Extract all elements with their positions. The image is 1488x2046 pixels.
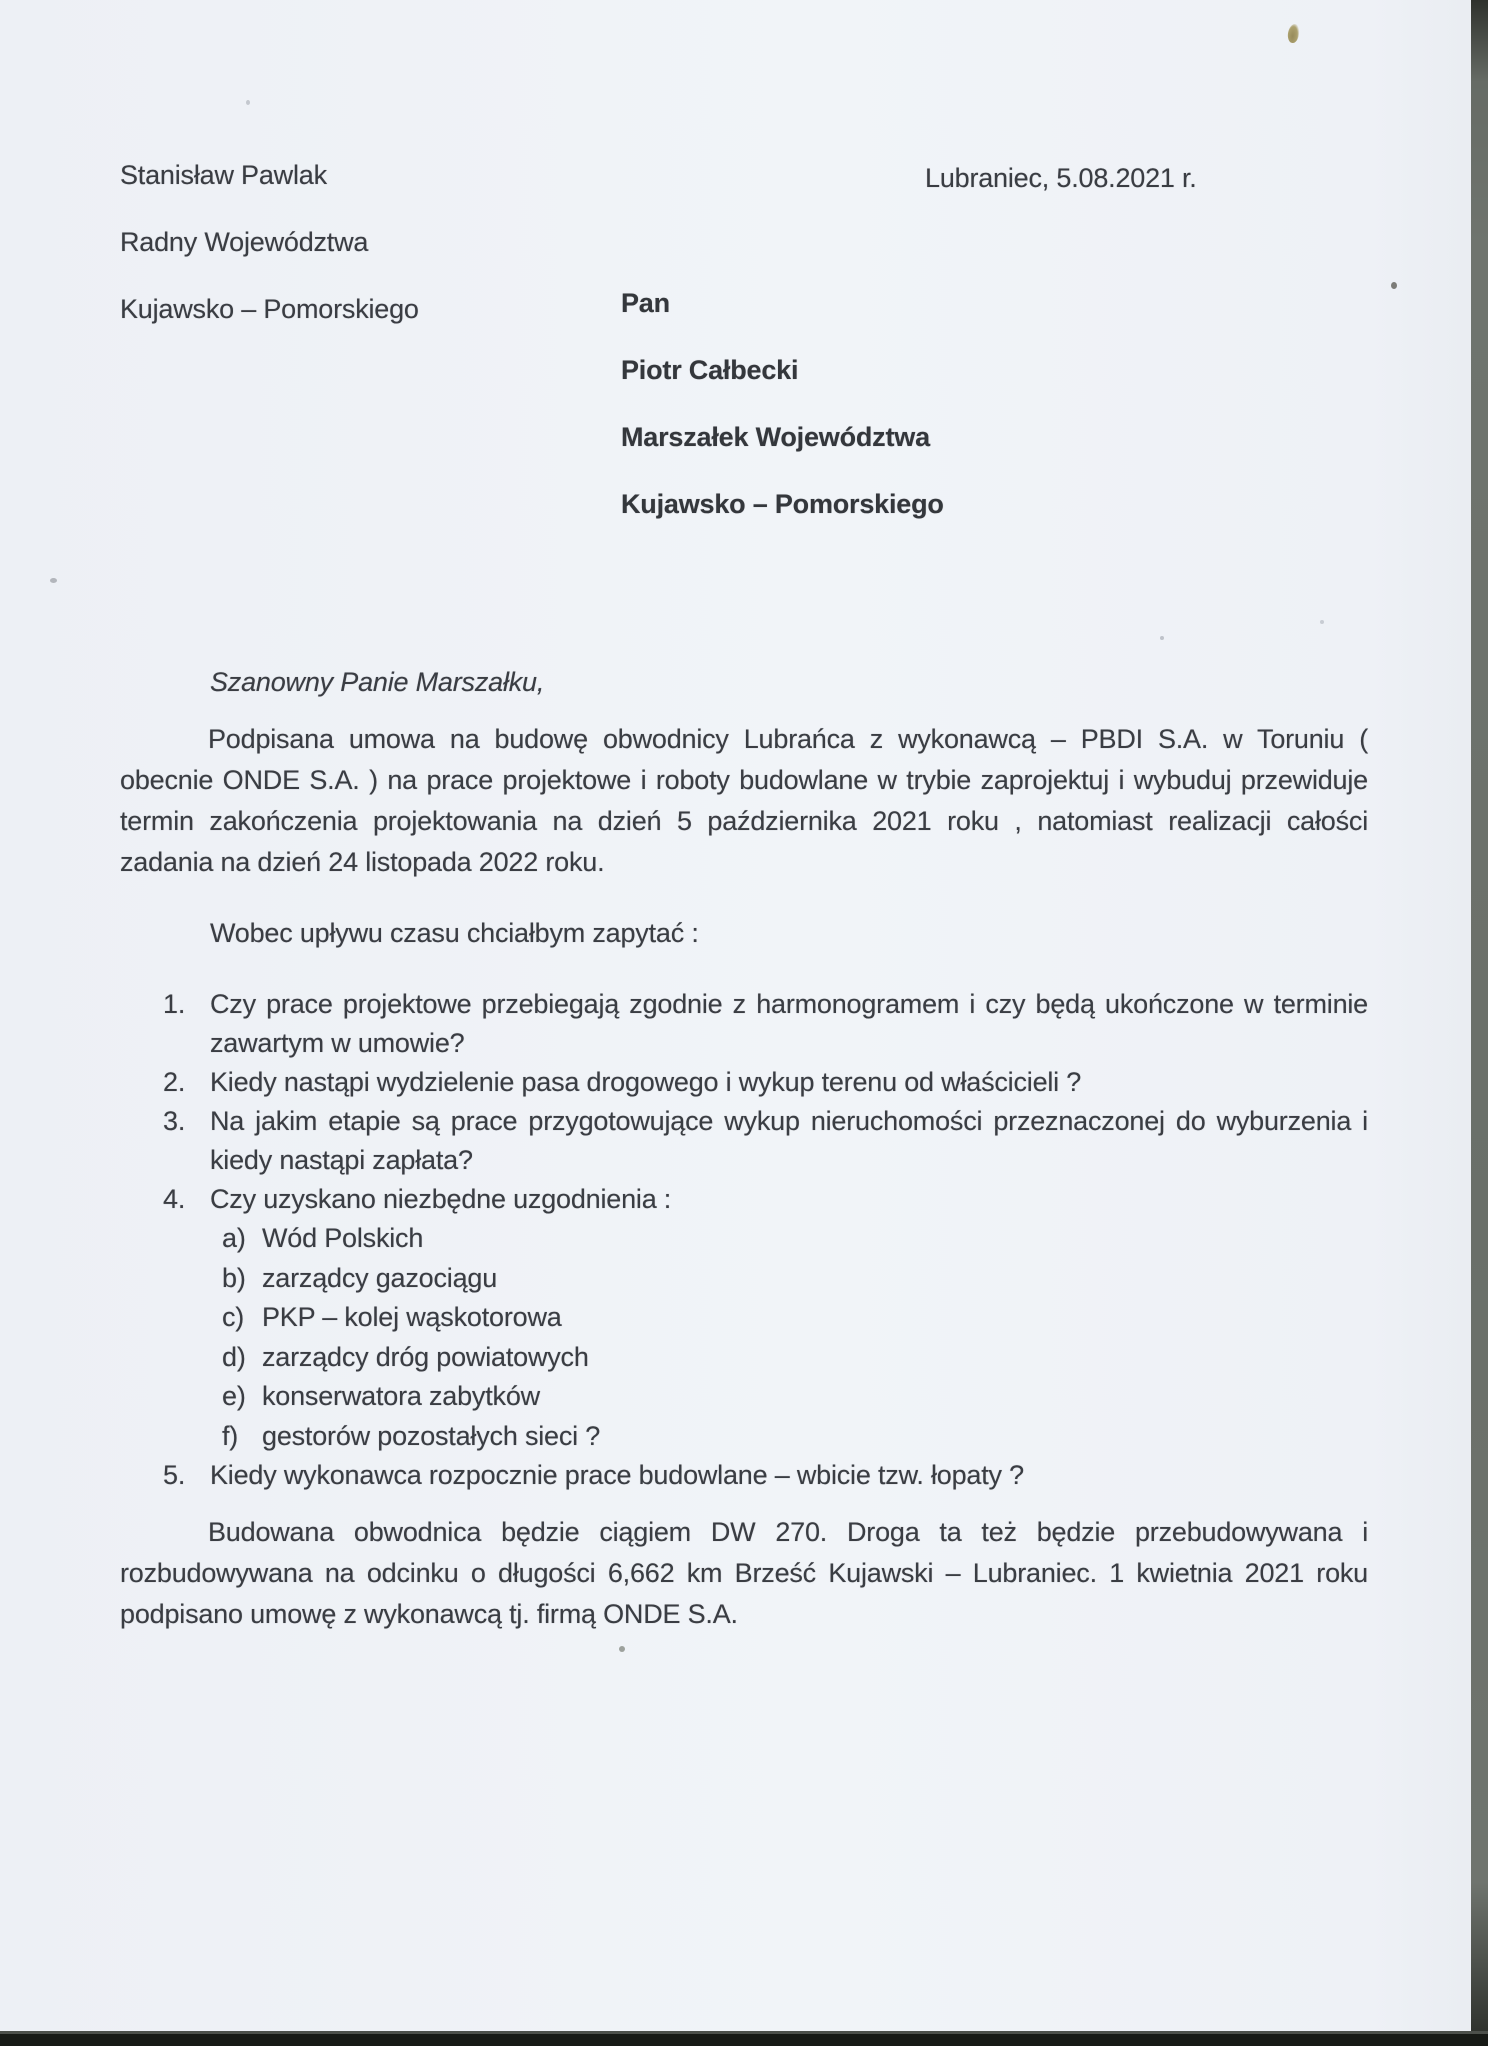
sender-role-line1: Radny Województwa	[120, 227, 369, 257]
question-text: Kiedy wykonawca rozpocznie prace budowlane – wbicie tzw. łopaty ?	[210, 1460, 1024, 1490]
scan-speck	[50, 578, 57, 583]
question-item-4	[163, 1180, 1368, 1456]
agreement-item-f	[222, 1417, 1368, 1457]
paragraph-contract-info: Podpisana umowa na budowę obwodnicy Lubrańca z wykonawcą – PBDI S.A. w Toruniu ( obecnie ONDE S.A. ) na prace projektowe i roboty budowlane w trybie zaprojektuj i wybuduj przewiduje termin zakończenia projektowania na dzień 5 października 2021 roku , natomiast realizacji całości zadania na dzień 24 listopada 2022 roku.	[120, 724, 1368, 877]
agreement-text: zarządcy gazociągu	[262, 1262, 498, 1293]
agreement-letter: e)	[222, 1381, 246, 1411]
agreement-letter: a)	[222, 1223, 246, 1253]
question-text: Czy prace projektowe przebiegają zgodnie z harmonogramem i czy będą ukończone w terminie zawartym w umowie?	[210, 989, 1368, 1058]
question-item-3	[163, 1102, 1368, 1180]
paragraph-road-info: Budowana obwodnica będzie ciągiem DW 270. Droga ta też będzie przebudowywana i rozbudowywana na odcinku o długości 6,662 km Brześć Kujawski – Lubraniec. 1 kwietnia 2021 roku podpisano umowę z wykonawcą tj. firmą ONDE S.A.	[120, 1517, 1368, 1629]
agreement-text: PKP – kolej wąskotorowa	[262, 1302, 562, 1332]
agreement-letter: d)	[222, 1341, 246, 1372]
recipient-honorific: Pan	[621, 288, 670, 318]
agreements-sublist	[210, 1219, 1368, 1456]
agreement-item-b	[222, 1259, 1368, 1299]
question-number: 2.	[163, 1067, 186, 1097]
agreement-item-d	[222, 1338, 1368, 1378]
scan-right-edge	[1471, 0, 1488, 2046]
agreement-item-a	[222, 1219, 1368, 1259]
scan-ink-smudge	[1287, 23, 1301, 43]
question-text: Czy uzyskano niezbędne uzgodnienia :	[210, 1184, 672, 1214]
scan-speck	[1160, 636, 1164, 640]
sender-block	[120, 160, 419, 361]
greeting: Szanowny Panie Marszałku,	[210, 667, 545, 697]
agreement-text: Wód Polskich	[262, 1223, 424, 1253]
agreement-text: gestorów pozostałych sieci ?	[262, 1420, 601, 1451]
agreement-letter: b)	[222, 1262, 246, 1293]
agreement-letter: c)	[222, 1302, 245, 1332]
question-number: 3.	[163, 1106, 186, 1136]
agreement-item-e	[222, 1377, 1368, 1417]
question-text: Na jakim etapie są prace przygotowujące wykup nieruchomości przeznaczonej do wyburzenia i kiedy nastąpi zapłata?	[210, 1106, 1368, 1175]
scan-speck	[619, 1646, 625, 1652]
place-and-date: Lubraniec, 5.08.2021 r.	[925, 163, 1197, 193]
question-item-2	[163, 1063, 1368, 1102]
questions-intro: Wobec upływu czasu chciałbym zapytać :	[210, 918, 699, 948]
question-item-5	[163, 1456, 1368, 1495]
question-number: 5.	[163, 1460, 186, 1490]
recipient-role-line2: Kujawsko – Pomorskiego	[621, 489, 944, 519]
question-item-1	[163, 985, 1368, 1063]
recipient-name: Piotr Całbecki	[621, 355, 799, 385]
scan-speck	[246, 100, 250, 105]
question-number: 1.	[163, 989, 186, 1019]
recipient-role-line1: Marszałek Województwa	[621, 422, 930, 452]
scan-speck	[1320, 620, 1324, 624]
recipient-block	[621, 288, 944, 556]
scan-speck	[1391, 282, 1397, 289]
agreement-item-c	[222, 1298, 1368, 1338]
agreement-text: konserwatora zabytków	[262, 1381, 540, 1411]
agreement-text: zarządcy dróg powiatowych	[262, 1341, 589, 1372]
sender-name: Stanisław Pawlak	[120, 160, 327, 190]
questions-list	[120, 985, 1368, 1495]
question-text: Kiedy nastąpi wydzielenie pasa drogowego i wykup terenu od właścicieli ?	[210, 1067, 1082, 1097]
scan-bottom-edge	[0, 2031, 1488, 2046]
sender-role-line2: Kujawsko – Pomorskiego	[120, 294, 419, 324]
letter-body	[120, 662, 1368, 1635]
agreement-letter: f)	[222, 1420, 239, 1451]
question-number: 4.	[163, 1184, 186, 1214]
